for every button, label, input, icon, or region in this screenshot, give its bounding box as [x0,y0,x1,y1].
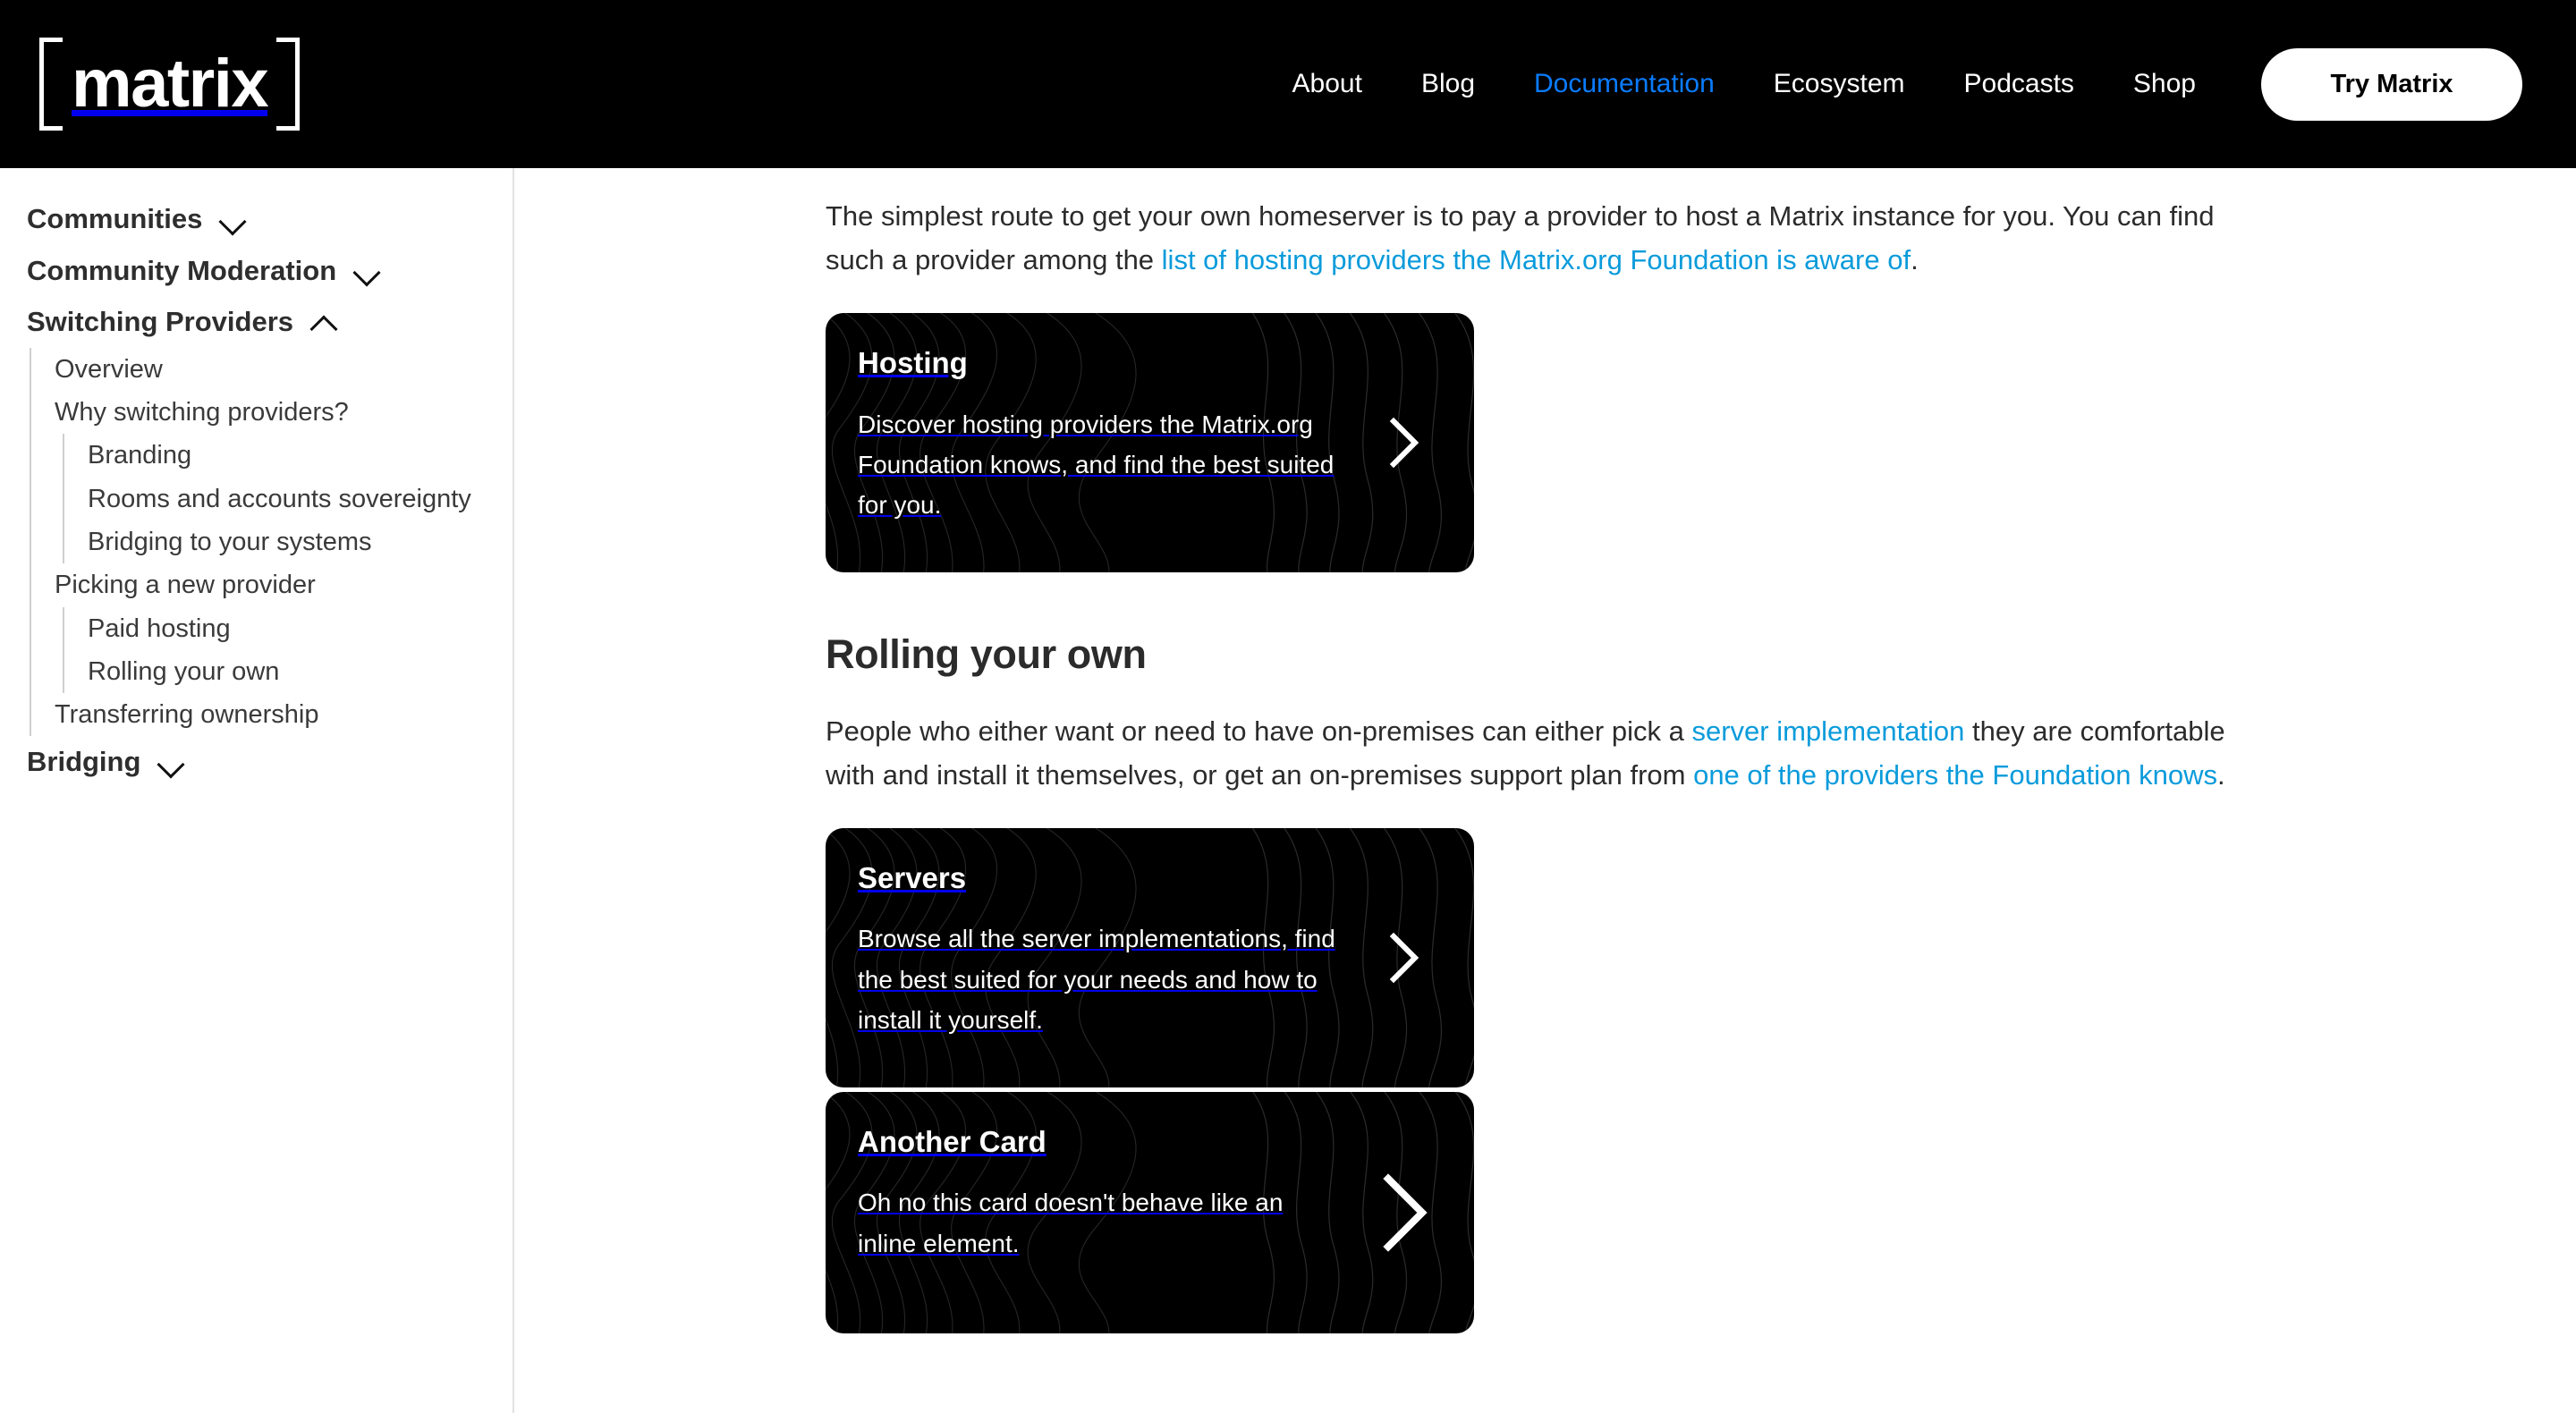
server-implementation-link[interactable]: server implementation [1691,715,1965,747]
chevron-down-icon [220,211,247,227]
card-title: Servers [858,860,967,894]
sidebar-item-rooms-and-accounts-sovereignty[interactable]: Rooms and accounts sovereignty [88,484,471,513]
intro-paragraph [826,195,2230,283]
sidebar-tree-level-1 [30,348,513,736]
providers-foundation-knows-link[interactable]: one of the providers the Foundation knows [1693,758,2218,791]
sidebar-tree-switching-providers [0,348,513,736]
card-description: Oh no this card doesn't behave like an inline element. [858,1189,1284,1257]
chevron-down-icon [158,754,185,770]
page-section-heading: Rolling your own [826,630,1147,677]
nav-item-blog[interactable]: Blog [1420,69,1475,98]
sidebar-section-label: Bridging [27,746,141,778]
matrix-logo[interactable] [39,38,300,131]
sidebar-tree-level-2-why [63,434,513,563]
card-hosting[interactable] [826,313,1474,572]
docs-sidebar [0,168,514,1413]
sidebar-section-bridging[interactable] [0,736,513,788]
logo-bracket-right-icon [276,38,300,131]
rolling-text-part1: People who either want or need to have on-premises can either pick a [826,715,1692,747]
sidebar-tree-level-2-picking [63,607,513,694]
intro-text-before: The simplest route to get your own homeserver is to pay a provider to host a Matrix instance for you. You can find such a provider among the [826,200,2215,275]
card-title: Hosting [858,345,968,379]
sidebar-section-switching-providers[interactable] [0,296,513,348]
sidebar-item-paid-hosting[interactable]: Paid hosting [88,613,231,643]
page-body [0,168,2576,1413]
nav-item-about[interactable]: About [1292,69,1362,98]
sidebar-item-branding[interactable]: Branding [88,441,192,470]
sidebar-section-label: Community Moderation [27,254,337,286]
nav-item-shop[interactable]: Shop [2132,69,2196,98]
rolling-your-own-paragraph [826,710,2230,798]
sidebar-section-community-moderation[interactable] [0,245,513,297]
card-description: Discover hosting providers the Matrix.org Foundation knows, and find the best suited for you. [858,410,1335,520]
card-servers[interactable] [826,828,1474,1087]
nav-item-documentation[interactable]: Documentation [1534,69,1715,98]
logo-bracket-left-icon [39,38,63,131]
chevron-up-icon [311,314,338,330]
card-another-card[interactable] [826,1092,1474,1333]
sidebar-section-communities[interactable] [0,193,513,245]
sidebar-item-bridging-to-your-systems[interactable]: Bridging to your systems [88,527,372,556]
intro-text-after: . [1911,243,1919,275]
nav-item-ecosystem[interactable]: Ecosystem [1773,69,1905,98]
hosting-providers-link[interactable]: list of hosting providers the Matrix.org Foundation is aware of [1161,243,1911,275]
card-title: Another Card [858,1124,1046,1158]
main-navigation [1263,48,2522,121]
sidebar-item-transferring-ownership[interactable]: Transferring ownership [55,700,319,730]
sidebar-item-rolling-your-own[interactable]: Rolling your own [88,656,280,686]
logo-wordmark: matrix [72,46,268,122]
sidebar-section-label: Communities [27,203,203,234]
sidebar-item-picking-a-new-provider[interactable]: Picking a new provider [55,571,316,600]
nav-item-podcasts[interactable]: Podcasts [1963,69,2074,98]
chevron-down-icon [354,262,381,278]
rolling-text-part3: . [2217,758,2225,791]
sidebar-item-overview[interactable]: Overview [55,354,163,384]
rolling-text-part2: they are comfortable with and install it themselves, or get an on-premises support plan from [826,715,2225,791]
bottom-card-stack [826,828,2257,1333]
sidebar-section-label: Switching Providers [27,306,294,338]
try-matrix-button[interactable]: Try Matrix [2261,48,2522,121]
docs-content [514,168,2576,1413]
sidebar-item-why-switching-providers[interactable]: Why switching providers? [55,398,349,427]
card-description: Browse all the server implementations, find the best suited for your needs and how to install it yourself. [858,925,1335,1035]
site-header [0,0,2576,168]
